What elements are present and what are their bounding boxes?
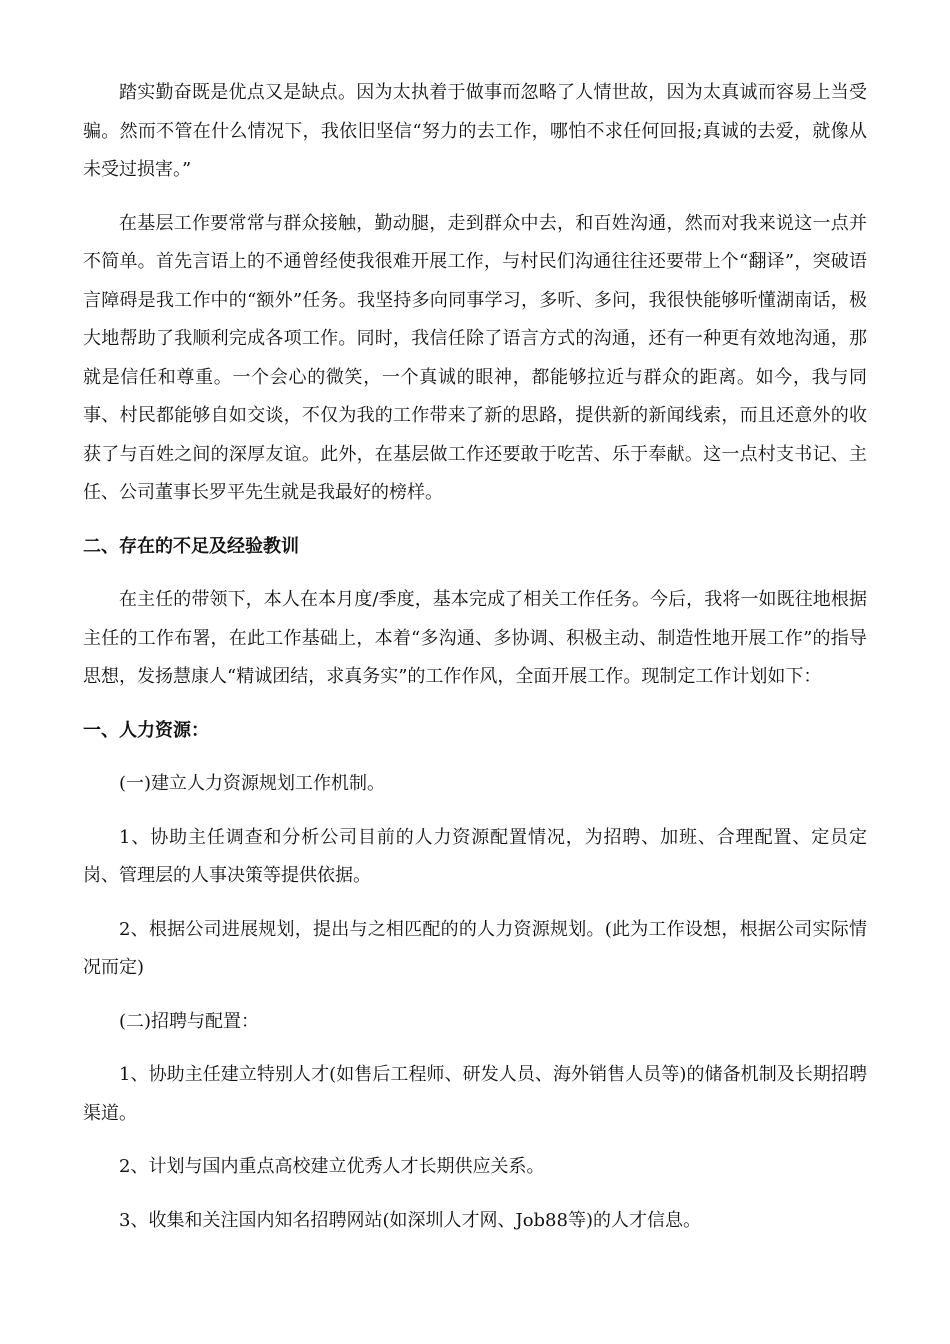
heading-shortcomings: 二、存在的不足及经验教训 [83, 535, 299, 557]
heading-human-resources: 一、人力资源： [83, 719, 209, 741]
paragraph-recruitment-item-3: 3、收集和关注国内知名招聘网站(如深圳人才网、Job88等)的人才信息。 [119, 1209, 701, 1231]
paragraph-work-plan-intro: 在主任的带领下，本人在本月度/季度，基本完成了相关工作任务。今后，我将一如既往地根据主任的工作布署，在此工作基础上，本着“多沟通、多协调、积极主动、制造性地开展工作”的指导思想，发扬慧康人“精诚团结，求真务实”的工作作风，全面开展工作。现制定工作计划如下： [83, 589, 867, 687]
paragraph-diligence: 踏实勤奋既是优点又是缺点。因为太执着于做事而忽略了人情世故，因为太真诚而容易上当受骗。然而不管在什么情况下，我依旧坚信“努力的去工作，哪怕不求任何回报;真诚的去爱，就像从未受过损害。” [83, 82, 867, 180]
paragraph-hr-item-1: 1、协助主任调查和分析公司目前的人力资源配置情况，为招聘、加班、合理配置、定员定岗、管理层的人事决策等提供依据。 [83, 826, 867, 886]
paragraph-hr-planning-mechanism: (一)建立人力资源规划工作机制。 [119, 773, 386, 794]
paragraph-recruitment-item-1: 1、协助主任建立特别人才(如售后工程师、研发人员、海外销售人员等)的储备机制及长期招聘渠道。 [83, 1064, 867, 1124]
paragraph-grassroots-work: 在基层工作要常常与群众接触，勤动腿，走到群众中去，和百姓沟通，然而对我来说这一点并不简单。首先言语上的不通曾经使我很难开展工作，与村民们沟通往往还要带上个“翻译”，突破语言障碍是我工作中的“额外”任务。我坚持多向同事学习，多听、多问，我很快能够听懂湖南话，极大地帮助了我顺利完成各项工作。同时，我信任除了语言方式的沟通，还有一种更有效地沟通，那就是信任和尊重。一个会心的微笑，一个真诚的眼神，都能够拉近与群众的距离。如今，我与同事、村民都能够自如交谈，不仅为我的工作带来了新的思路，提供新的新闻线索，而且还意外的收获了与百姓之间的深厚友谊。此外，在基层做工作还要敢于吃苦、乐于奉献。这一点村支书记、主任、公司董事长罗平先生就是我最好的榜样。 [83, 212, 867, 503]
paragraph-recruitment-heading: (二)招聘与配置： [119, 1010, 260, 1032]
document-body [83, 74, 867, 1240]
paragraph-hr-item-2: 2、根据公司进展规划，提出与之相匹配的的人力资源规划。(此为工作设想，根据公司实际情况而定) [83, 918, 867, 978]
paragraph-recruitment-item-2: 2、计划与国内重点高校建立优秀人才长期供应关系。 [119, 1156, 545, 1177]
